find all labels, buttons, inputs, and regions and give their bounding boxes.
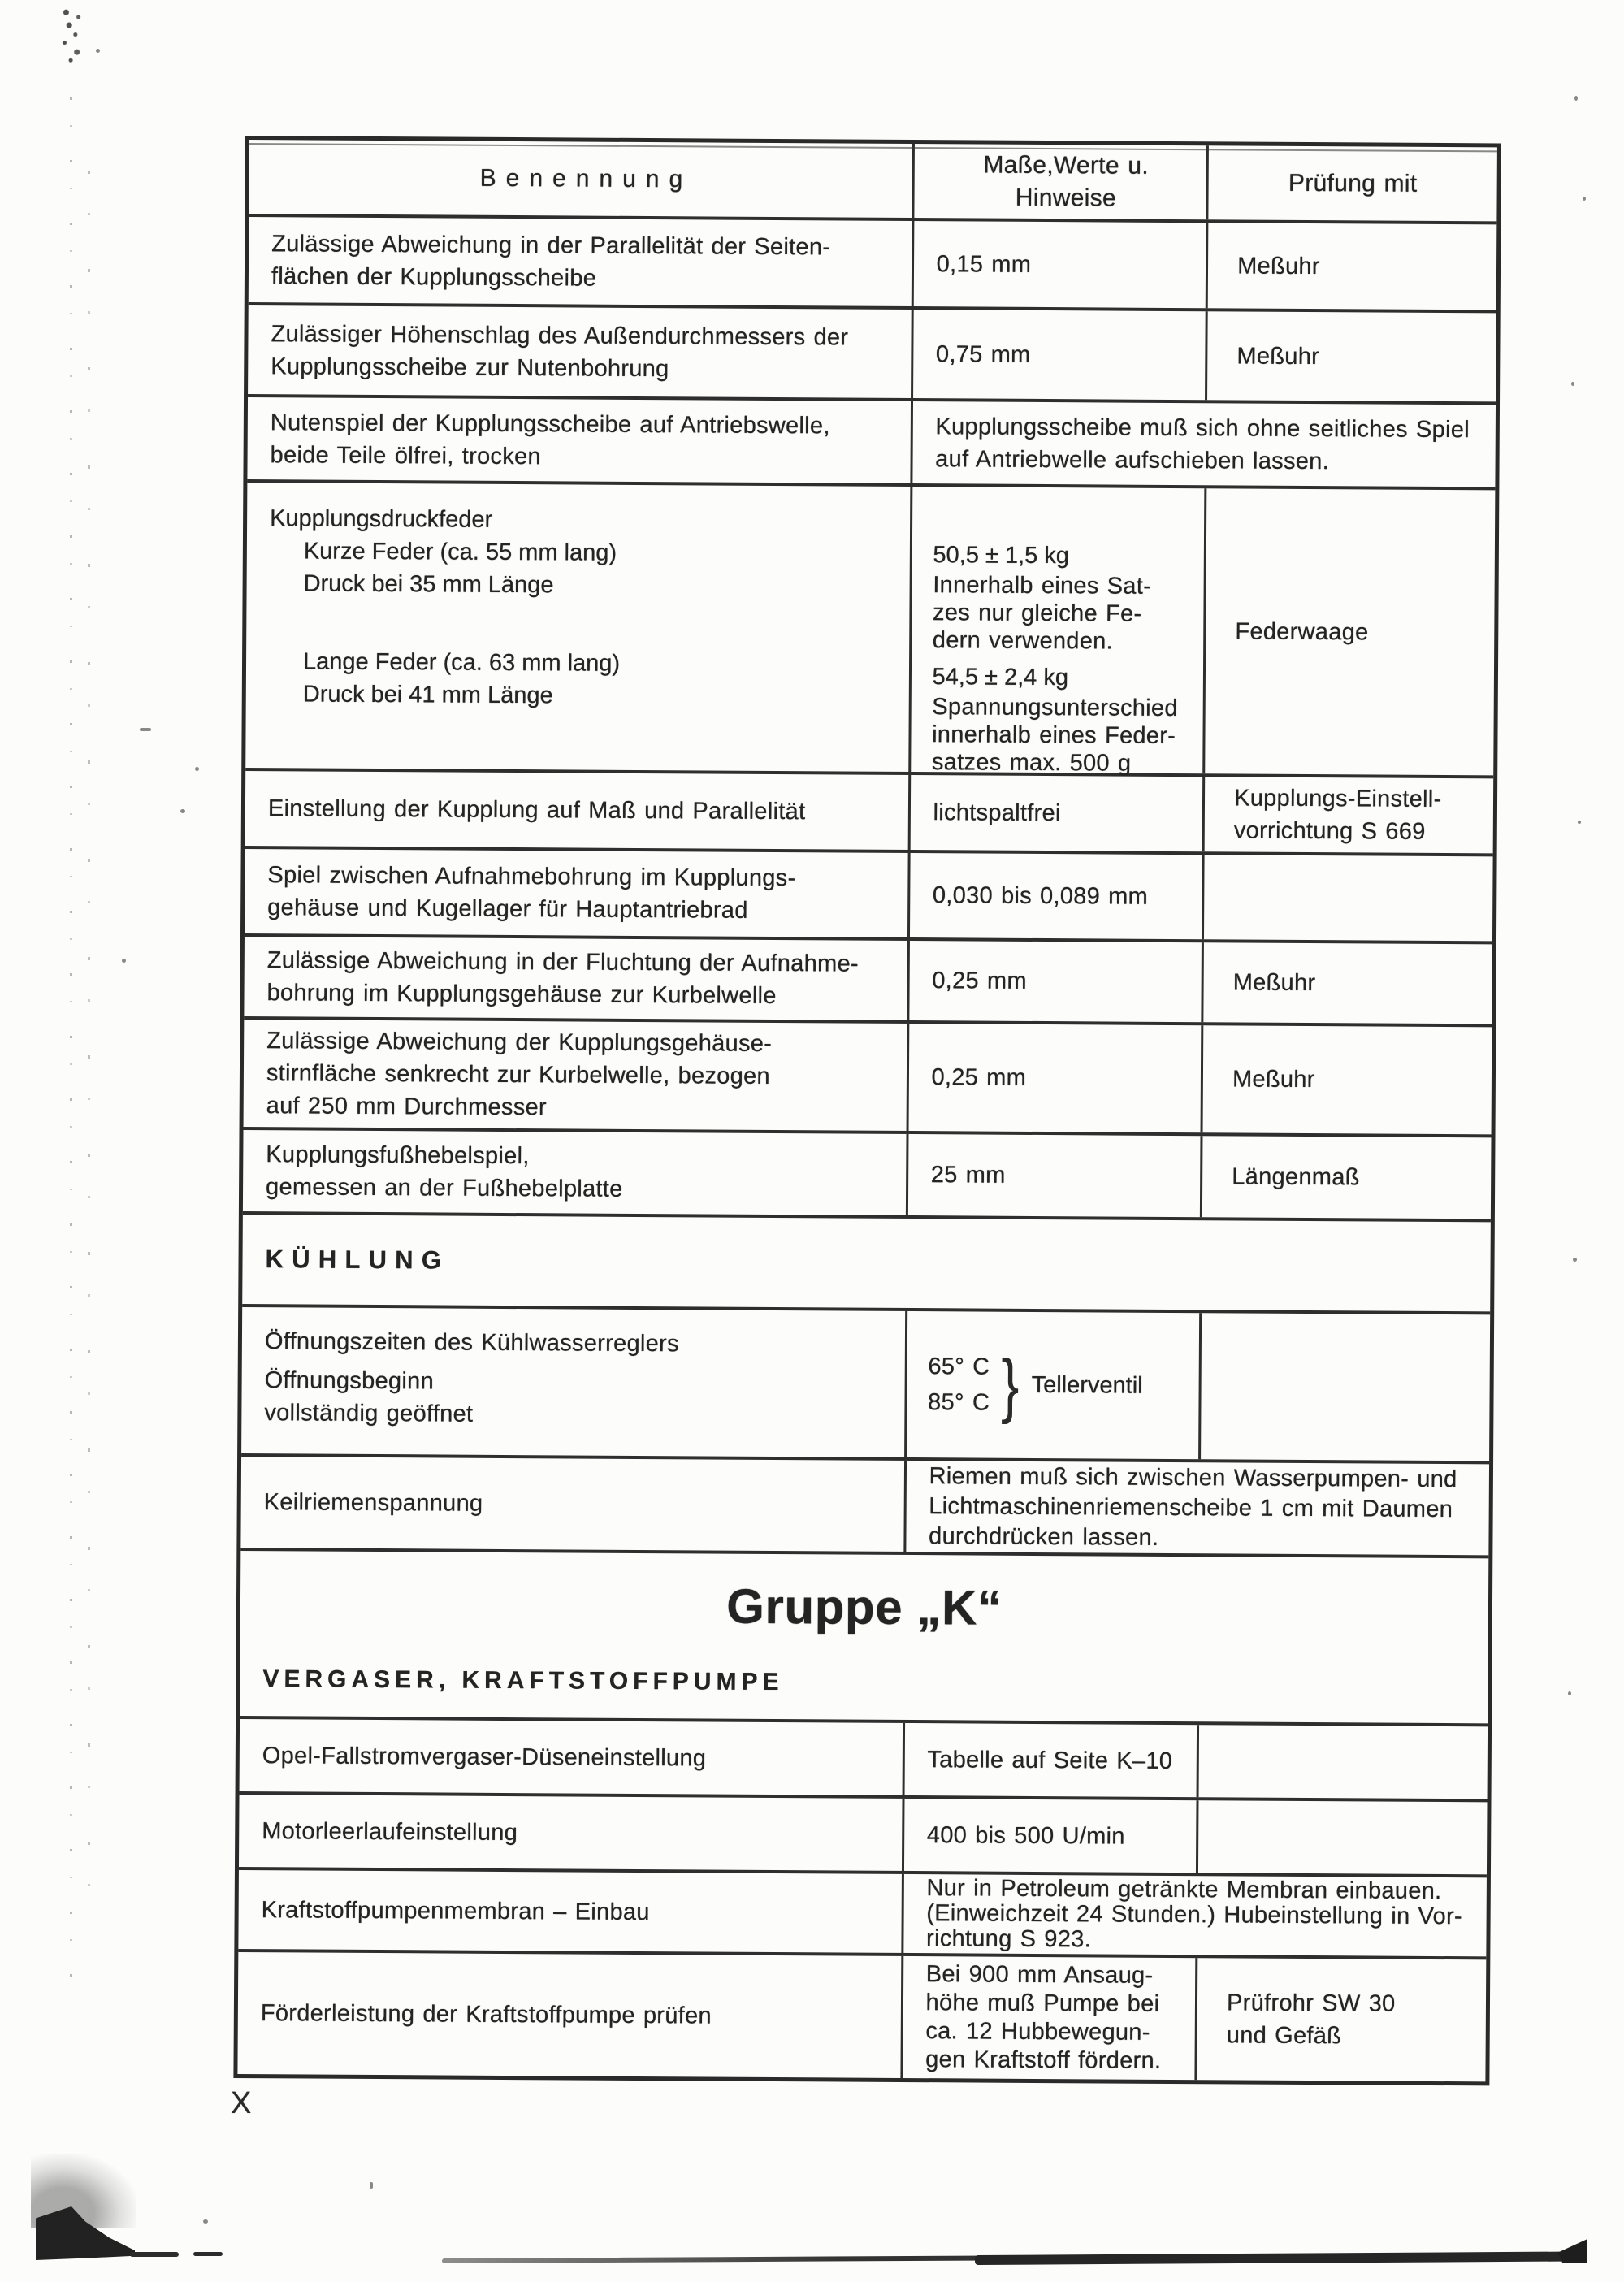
cell-value	[908, 487, 1205, 777]
spec-value: 0,25 mm	[931, 1064, 1027, 1091]
cell-check	[1206, 223, 1497, 310]
cell-name	[241, 1307, 905, 1457]
scan-speck	[1578, 821, 1581, 824]
spec-value: Bei 900 mm Ansaug- höhe muß Pumpe bei ca. 12 Hubbewegun- gen Kraftstoff fördern.	[925, 1961, 1162, 2074]
spec-note: Nur in Petroleum getränkte Membran einbauen. (Einweichzeit 24 Stunden.) Hubeinstellung in Vor- richtung S 923.	[925, 1875, 1463, 1953]
cell-check	[1200, 1136, 1491, 1219]
row-aufnahmebohrung	[245, 846, 1493, 941]
row-hoehenschlag	[248, 302, 1496, 401]
cell-note	[903, 1461, 1489, 1555]
cell-value	[907, 941, 1202, 1022]
spec-name: Zulässige Abweichung der Kupplungsgehäuse- stirnfläche senkrecht zur Kurbelwelle, bezogen auf 250 mm Durchmesser	[266, 1028, 773, 1121]
cell-check	[1202, 855, 1493, 941]
spec-check: Meßuhr	[1237, 252, 1320, 279]
row-leerlauf	[239, 1791, 1488, 1874]
cell-check	[1201, 942, 1492, 1024]
spec-name: Zulässige Abweichung in der Fluchtung der Aufnahme- bohrung im Kupplungsgehäuse zur Kurbelwelle	[266, 947, 859, 1010]
spec-name: Kraftstoffpumpenmembran – Einbau	[261, 1896, 650, 1925]
spec-name: Zulässige Abweichung in der Parallelität der Seiten- flächen der Kupplungsscheibe	[271, 230, 831, 292]
cell-name	[247, 397, 910, 483]
spec-value: 0,25 mm	[932, 968, 1027, 994]
spec-note: Innerhalb eines Sat- zes nur gleiche Fe- dern verwenden.	[932, 572, 1152, 655]
cell-name	[243, 1130, 906, 1215]
row-druckfeder	[245, 479, 1495, 775]
spec-name: Nutenspiel der Kupplungsscheibe auf Antriebswelle, beide Teile ölfrei, trocken	[270, 409, 830, 470]
scan-speckle-column	[70, 97, 72, 1982]
cell-value	[906, 1024, 1201, 1132]
spec-sub-name: Druck bei 41 mm Länge	[302, 681, 553, 709]
scan-speck	[1573, 1258, 1577, 1262]
spec-value: 50,5 ± 1,5 kg	[933, 542, 1070, 569]
cell-note	[901, 1874, 1487, 1956]
section-subtitle-vergaser: VERGASER, KRAFTSTOFFPUMPE	[262, 1665, 784, 1696]
spec-name: Öffnungszeiten des Kühlwasserreglers	[264, 1328, 679, 1358]
spec-sub-name: Druck bei 35 mm Länge	[303, 570, 554, 599]
scan-speck	[180, 809, 185, 813]
spec-note: Spannungsunterschied innerhalb eines Feder- satzes max. 500 g	[931, 694, 1178, 777]
section-title-gruppe-k: Gruppe „K“	[726, 1578, 1003, 1635]
cell-check	[1202, 777, 1493, 853]
spacer	[269, 600, 898, 649]
cell-check	[1197, 1725, 1488, 1799]
spec-check: Meßuhr	[1232, 1066, 1315, 1093]
spec-value: lichtspaltfrei	[933, 799, 1061, 827]
scan-speck	[122, 959, 126, 963]
cell-note	[910, 401, 1496, 487]
cell-value	[902, 1723, 1197, 1797]
row-parallelitaet	[249, 214, 1497, 310]
temperature-values	[928, 1349, 990, 1420]
cell-check	[1201, 1025, 1492, 1134]
spec-note: Kupplungsscheibe muß sich ohne seitliches Spiel auf Antriebwelle aufschieben lassen.	[935, 413, 1470, 474]
spec-value-label: Tellerventil	[1031, 1371, 1143, 1399]
scan-ink-blob-tail	[193, 2252, 223, 2256]
scan-speck	[203, 2219, 208, 2224]
spec-name: Zulässiger Höhenschlag des Außendurchmessers der Kupplungsscheibe zur Nutenbohrung	[271, 320, 849, 382]
spec-value: 400 bis 500 U/min	[926, 1821, 1125, 1850]
section-title-kuehlung: KÜHLUNG	[265, 1245, 450, 1275]
spec-value: 0,15 mm	[936, 250, 1032, 278]
spec-sub-name: Lange Feder (ca. 63 mm lang)	[302, 648, 621, 677]
spec-name: Spiel zwischen Aufnahmebohrung im Kupplungs- gehäuse und Kugellager für Hauptantriebrad	[267, 862, 796, 924]
cell-name	[239, 1795, 902, 1871]
header-werte-label: Maße,Werte u. Hinweise	[983, 151, 1150, 212]
page-footer-mark: X	[231, 2086, 252, 2120]
spec-name: Motorleerlaufeinstellung	[262, 1817, 518, 1846]
spec-value: Tabelle auf Seite K–10	[927, 1746, 1173, 1774]
cell-name	[245, 771, 908, 850]
row-fusshebel	[243, 1127, 1492, 1219]
cell-check	[1198, 1313, 1490, 1461]
section-cell	[242, 1215, 1491, 1311]
cell-name	[240, 1719, 903, 1795]
cell-value	[907, 775, 1202, 851]
scan-line	[975, 2251, 1586, 2265]
spec-name: Kupplungsdruckfeder	[270, 505, 493, 533]
spec-check: Meßuhr	[1232, 969, 1316, 997]
cell-name	[248, 305, 911, 398]
spec-value: 0,030 bis 0,089 mm	[932, 882, 1149, 910]
cell-name	[237, 1952, 901, 2078]
scan-speck	[1574, 96, 1578, 101]
spec-value: 25 mm	[930, 1162, 1006, 1189]
cell-check	[1194, 1958, 1486, 2081]
cell-name	[244, 1020, 907, 1131]
cell-value	[906, 1134, 1201, 1217]
section-row-gruppe-k	[240, 1548, 1488, 1723]
cell-value	[911, 221, 1206, 308]
row-nutenspiel	[247, 394, 1496, 487]
header-benennung	[249, 140, 912, 218]
spec-name: Keilriemenspannung	[263, 1489, 483, 1517]
spec-check: Längenmaß	[1232, 1163, 1360, 1191]
scan-speck	[1571, 382, 1574, 386]
spec-check: Meßuhr	[1236, 342, 1320, 370]
cell-name	[244, 937, 907, 1020]
cell-value	[902, 1799, 1197, 1873]
spec-check: Federwaage	[1235, 617, 1369, 645]
scan-speck	[195, 767, 199, 771]
header-werte	[912, 144, 1206, 219]
cell-name	[238, 1870, 901, 1953]
scan-speck	[1583, 197, 1586, 201]
brace-glyph: }	[1000, 1344, 1020, 1425]
scan-speck	[96, 49, 100, 53]
spec-value: 0,75 mm	[935, 340, 1031, 368]
row-einstellung	[245, 768, 1494, 853]
cell-value	[904, 1311, 1200, 1459]
row-foerderleistung	[237, 1949, 1486, 2081]
cell-name	[245, 483, 910, 772]
spec-value: 85° C	[928, 1389, 990, 1416]
header-pruefung-label: Prüfung mit	[1288, 169, 1418, 197]
spec-check: Prüfrohr SW 30 und Gefäß	[1226, 1990, 1396, 2050]
spec-check: Kupplungs-Einstell- vorrichtung S 669	[1233, 785, 1442, 845]
cell-name	[249, 217, 912, 306]
cell-name	[240, 1457, 903, 1552]
cell-name	[245, 849, 907, 937]
header-pruefung	[1206, 145, 1496, 221]
scan-speck	[140, 728, 151, 731]
spec-value: 54,5 ± 2,4 kg	[932, 664, 1069, 691]
spec-name: Förderleistung der Kraftstoffpumpe prüfen	[260, 2000, 712, 2029]
section-row-kuehlung	[242, 1211, 1491, 1311]
row-fluchtung	[244, 933, 1492, 1024]
row-kuehlwasserregler	[241, 1304, 1490, 1461]
spec-name: Einstellung der Kupplung auf Maß und Parallelität	[267, 795, 806, 825]
row-duesen	[240, 1716, 1488, 1799]
scan-speckle-cluster	[57, 6, 88, 65]
row-membran	[238, 1867, 1487, 1956]
scan-speck	[370, 2182, 373, 2189]
spec-table	[233, 136, 1501, 2085]
row-keilriemen	[240, 1453, 1489, 1555]
spec-sub-name: Kurze Feder (ca. 55 mm lang)	[303, 538, 617, 566]
spec-sub-name: Öffnungsbeginn vollständig geöffnet	[264, 1367, 474, 1427]
cell-value	[900, 1956, 1195, 2080]
table-header-row	[249, 140, 1497, 221]
cell-check	[1205, 311, 1496, 401]
scan-speck	[1568, 1691, 1571, 1695]
cell-value	[907, 853, 1202, 939]
scan-corner-wedge	[1558, 2239, 1587, 2263]
spec-note: Riemen muß sich zwischen Wasserpumpen- und Lichtmaschinenriemenscheibe 1 cm mit Daumen durchdrücken lassen.	[928, 1462, 1457, 1551]
scan-speckle-column	[88, 171, 90, 1917]
spec-name: Opel-Fallstromvergaser-Düseneinstellung	[262, 1742, 707, 1772]
header-benennung-label: Benennung	[479, 164, 693, 193]
spec-name: Kupplungsfußhebelspiel, gemessen an der Fußhebelplatte	[265, 1141, 623, 1202]
spec-value: 65° C	[928, 1353, 990, 1380]
cell-check	[1202, 488, 1495, 775]
cell-check	[1196, 1800, 1487, 1874]
scan-ink-blob-tail	[130, 2252, 179, 2257]
cell-value	[911, 310, 1206, 400]
row-stirnflaeche	[244, 1016, 1492, 1134]
